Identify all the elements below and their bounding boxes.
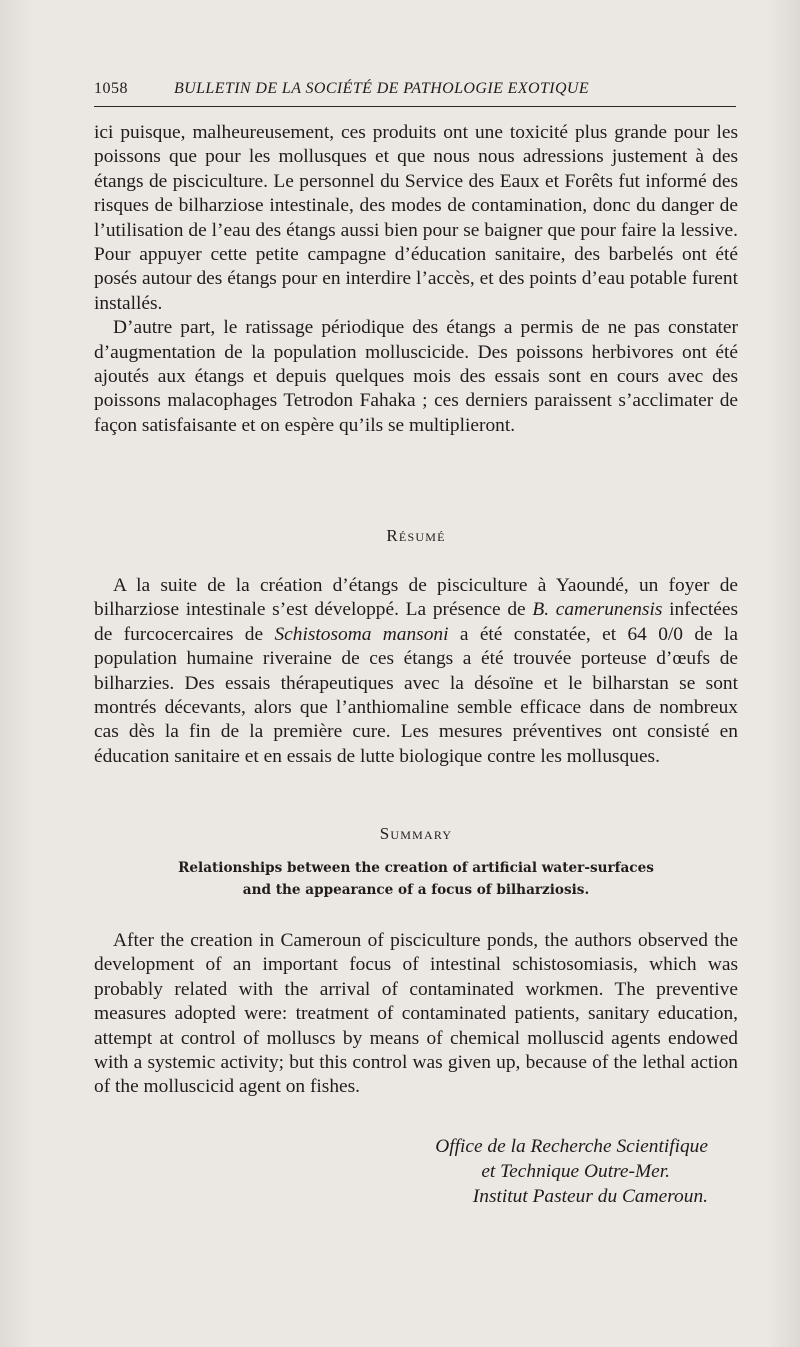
- affiliation-line: Institut Pasteur du Cameroun.: [472, 1186, 708, 1207]
- body-text: [94, 121, 738, 438]
- body-paragraph: D’autre part, le ratissage périodique des étangs a permis de ne pas constater d’augmentation de la population molluscicide. Des poissons herbivores ont été ajoutés aux étangs et depuis quelques mois des essais sont en cours avec des poissons malacophages Tetrodon Fahaka ; ces derniers paraissent s’acclimater de façon satisfaisante et on espère qu’ils se multiplieront.: [94, 317, 738, 436]
- resume-text-start: A la suite de la création d’étangs de pisciculture à Yaoundé, un foyer de bilharziose intestinale s’est développé. La présence de: [94, 575, 738, 621]
- species-name: B. camerunensis: [532, 599, 663, 621]
- author-affiliation: [94, 1134, 708, 1209]
- summary-text: [94, 929, 738, 1100]
- affiliation-line: Office de la Recherche Scientifique: [435, 1136, 708, 1157]
- summary-paragraph: After the creation in Cameroun of pisciculture ponds, the authors observed the development of an important focus of intestinal schistosomiasis, which was probably related with the arrival of contaminated workmen. The preventive measures adopted were: treatment of contaminated patients, sanitary education, attempt at control of molluscs by means of chemical molluscid agents endowed with a systemic activity; but this control was given up, because of the lethal action of the molluscicid agent on fishes.: [94, 930, 738, 1098]
- resume-text-end: a été constatée, et 64 0/0 de la population humaine riveraine de ces étangs a été trouvée porteuse d’œufs de bilharzies. Des essais thérapeutiques avec la désoïne et le bilharstan se sont montrés décevants, alors que l’anthiomaline semble efficace dans de nombreux cas dès la fin de la première cure. Les mesures préventives ont consisté en éducation sanitaire et en essais de lutte biologique contre les mollusques.: [94, 623, 738, 767]
- page-number: 1058: [94, 80, 128, 97]
- resume-heading: Résumé: [386, 526, 446, 545]
- resume-paragraph: [94, 574, 738, 769]
- page-header: [94, 76, 736, 107]
- species-name: Schistosoma mansoni: [274, 623, 449, 645]
- summary-title-line: Relationships between the creation of artificial water-surfaces: [178, 860, 654, 876]
- body-paragraph: ici puisque, malheureusement, ces produits ont une toxicité plus grande pour les poissons que pour les mollusques et que nous nous adressions justement à des étangs de pisciculture. Le personnel du Service des Eaux et Forêts fut informé des risques de bilharziose intestinale, des modes de contamination, donc du danger de l’utilisation de l’eau des étangs aussi bien pour se baigner que pour faire la lessive. Pour appuyer cette petite campagne d’éducation sanitaire, des barbelés ont été posés autour des étangs pour en interdire l’accès, et des points d’eau potable furent installés.: [94, 122, 738, 314]
- resume-text: [94, 574, 738, 769]
- affiliation-line: et Technique Outre-Mer.: [481, 1161, 670, 1182]
- resume-text-middle: infectées de furcocercaires de: [94, 599, 738, 645]
- summary-heading: Summary: [379, 824, 453, 843]
- summary-title-line: and the appearance of a focus of bilharziosis.: [242, 882, 590, 898]
- running-title: BULLETIN DE LA SOCIÉTÉ DE PATHOLOGIE EXOTIQUE: [174, 80, 590, 97]
- summary-title: [94, 857, 738, 901]
